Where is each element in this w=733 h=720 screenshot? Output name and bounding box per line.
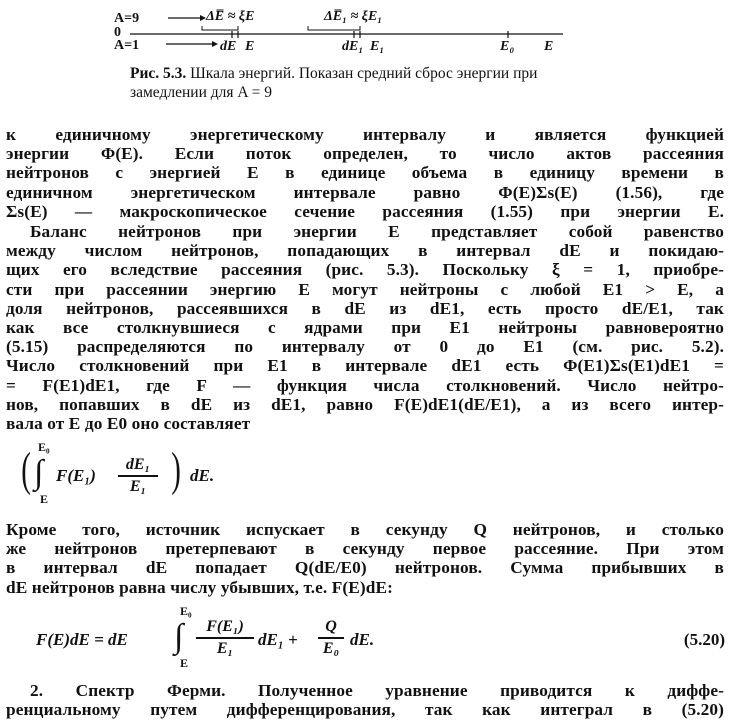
integrand: F(E₁) [56,466,96,485]
left-interval-bracket [202,26,238,30]
label-E: E [245,39,255,54]
text-line: единичном энергетическом интервале равно Φ(E)Σs(E) (1.56), где [6,182,724,202]
integral-upper-limit: E₀ [180,604,192,618]
fraction-bar [118,475,158,477]
fraction-numerator: Q [325,618,337,635]
label-a9: A=9 [114,11,140,26]
text-line: (5.15) распределяются по интервалу от 0 до E1 (см. рис. 5.2). [6,337,724,357]
text-line: нов, попавших в dE из dE1, равно F(E)dE1(dE/E1), а из всего интер- [6,394,724,414]
text-line: как все столкнувшиеся с ядрами при E1 нейтроны равновероятно [6,318,724,338]
right-paren: ) [171,443,181,496]
fraction-denominator: E₁ [216,639,234,657]
fraction-denominator: E₀ [322,639,340,657]
text-line: доля нейтронов, рассеявшихся в dE из dE1, есть просто dE/E1, так [6,298,724,318]
text-line: же нейтронов претерпевают в секунду первое рассеяние. При этом [6,539,724,559]
text-line: Кроме того, источник испускает в секунду Q нейтронов, и столько [6,520,724,539]
text-line: dE нейтронов равна числу убывших, т.е. F(E)dE: [6,577,393,597]
integral-sign: ∫ [34,454,44,491]
energy-scale-diagram [108,0,568,62]
fraction-Q-E0 [318,618,344,658]
paragraph-3 [6,520,724,597]
equation-5-20 [0,602,733,672]
integral-sign: ∫ [174,618,184,655]
label-E-axis: E [544,39,554,54]
text-line: ренциальному путем дифференцирования, так как интеграл в (5.20) [6,700,724,720]
right-interval-bracket [308,26,360,30]
text-line: энергии Φ(E). Если поток определен, то число актов рассеяния [6,144,724,164]
equation-lhs: F(E)dE = dE [36,630,128,649]
text-line: сти при рассеянии энергию E могут нейтроны с любой E1 > E, а [6,279,724,299]
caption-text: Шкала энергий. Показан средний сброс энергии при замедлении для A = 9 [130,65,538,101]
label-a1: A=1 [114,38,140,53]
fraction-bar [318,637,344,639]
text-line: = F(E1)dE1, где F — функция числа столкновений. Число нейтро- [6,375,724,395]
label-dE: dE [220,39,237,54]
fraction-F-E1 [196,618,254,658]
fraction-bar [196,637,254,639]
text-line: Σs(E) — макроскопическое сечение рассеяния (1.55) при энергии E. [6,201,724,221]
paragraph-4 [6,681,724,719]
left-paren: ( [21,443,31,496]
text-line: Баланс нейтронов при энергии E представляет собой равенство [30,222,724,241]
integral-tail: dE. [190,466,215,485]
label-dE1: dE₁ [342,39,364,54]
arrow-a1-head [212,41,218,47]
integral-lower-limit: E [40,492,49,506]
label-E1: E₁ [370,39,385,54]
label-E0: E₀ [500,39,515,54]
fraction-dE1-E1 [118,456,158,496]
caption-label: Рис. 5.3. [130,65,187,82]
text-line: в интервал dE попадает Q(dE/E0) нейтронов. Сумма прибывших в [6,558,724,578]
text-line: к единичному энергетическому интервалу и является функцией [6,125,724,144]
fraction-numerator: dE₁ [125,456,151,473]
text-line: 2. Спектр Ферми. Полученное уравнение приводится к диффе- [30,681,724,700]
integral-expression [20,440,260,510]
text-line: щих его вследствие рассеяния (рис. 5.3). Поскольку ξ = 1, приобре- [6,260,724,280]
text-line: между числом нейтронов, попадающих в интервал dE и покидаю- [6,241,724,261]
equation-middle: dE₁ + [258,630,298,649]
equation-tail: dE. [350,630,375,649]
label-delta-e1: ΔE̅₁ ≈ ξE₁ [324,9,383,24]
integral-lower-limit: E [180,656,189,670]
label-zero: 0 [114,25,121,40]
paragraph-2 [6,222,724,433]
label-delta-e: ΔE̅ ≈ ξE [206,9,255,24]
fraction-denominator: E₁ [129,477,147,495]
text-line: Число столкновений при E1 в интервале dE1 есть Φ(E1)Σs(E1)dE1 = [6,356,724,376]
figure-caption [130,64,550,102]
text-line: нейтронов с энергией E в единице объема в единицу времени в [6,163,724,183]
text-line: вала от E до E0 оно составляет [6,414,251,434]
fraction-numerator: F(E₁) [206,618,244,635]
integral-upper-limit: E₀ [38,440,50,454]
energy-scale-figure [108,0,568,62]
paragraph-1 [6,125,724,221]
equation-number: (5.20) [683,630,725,649]
